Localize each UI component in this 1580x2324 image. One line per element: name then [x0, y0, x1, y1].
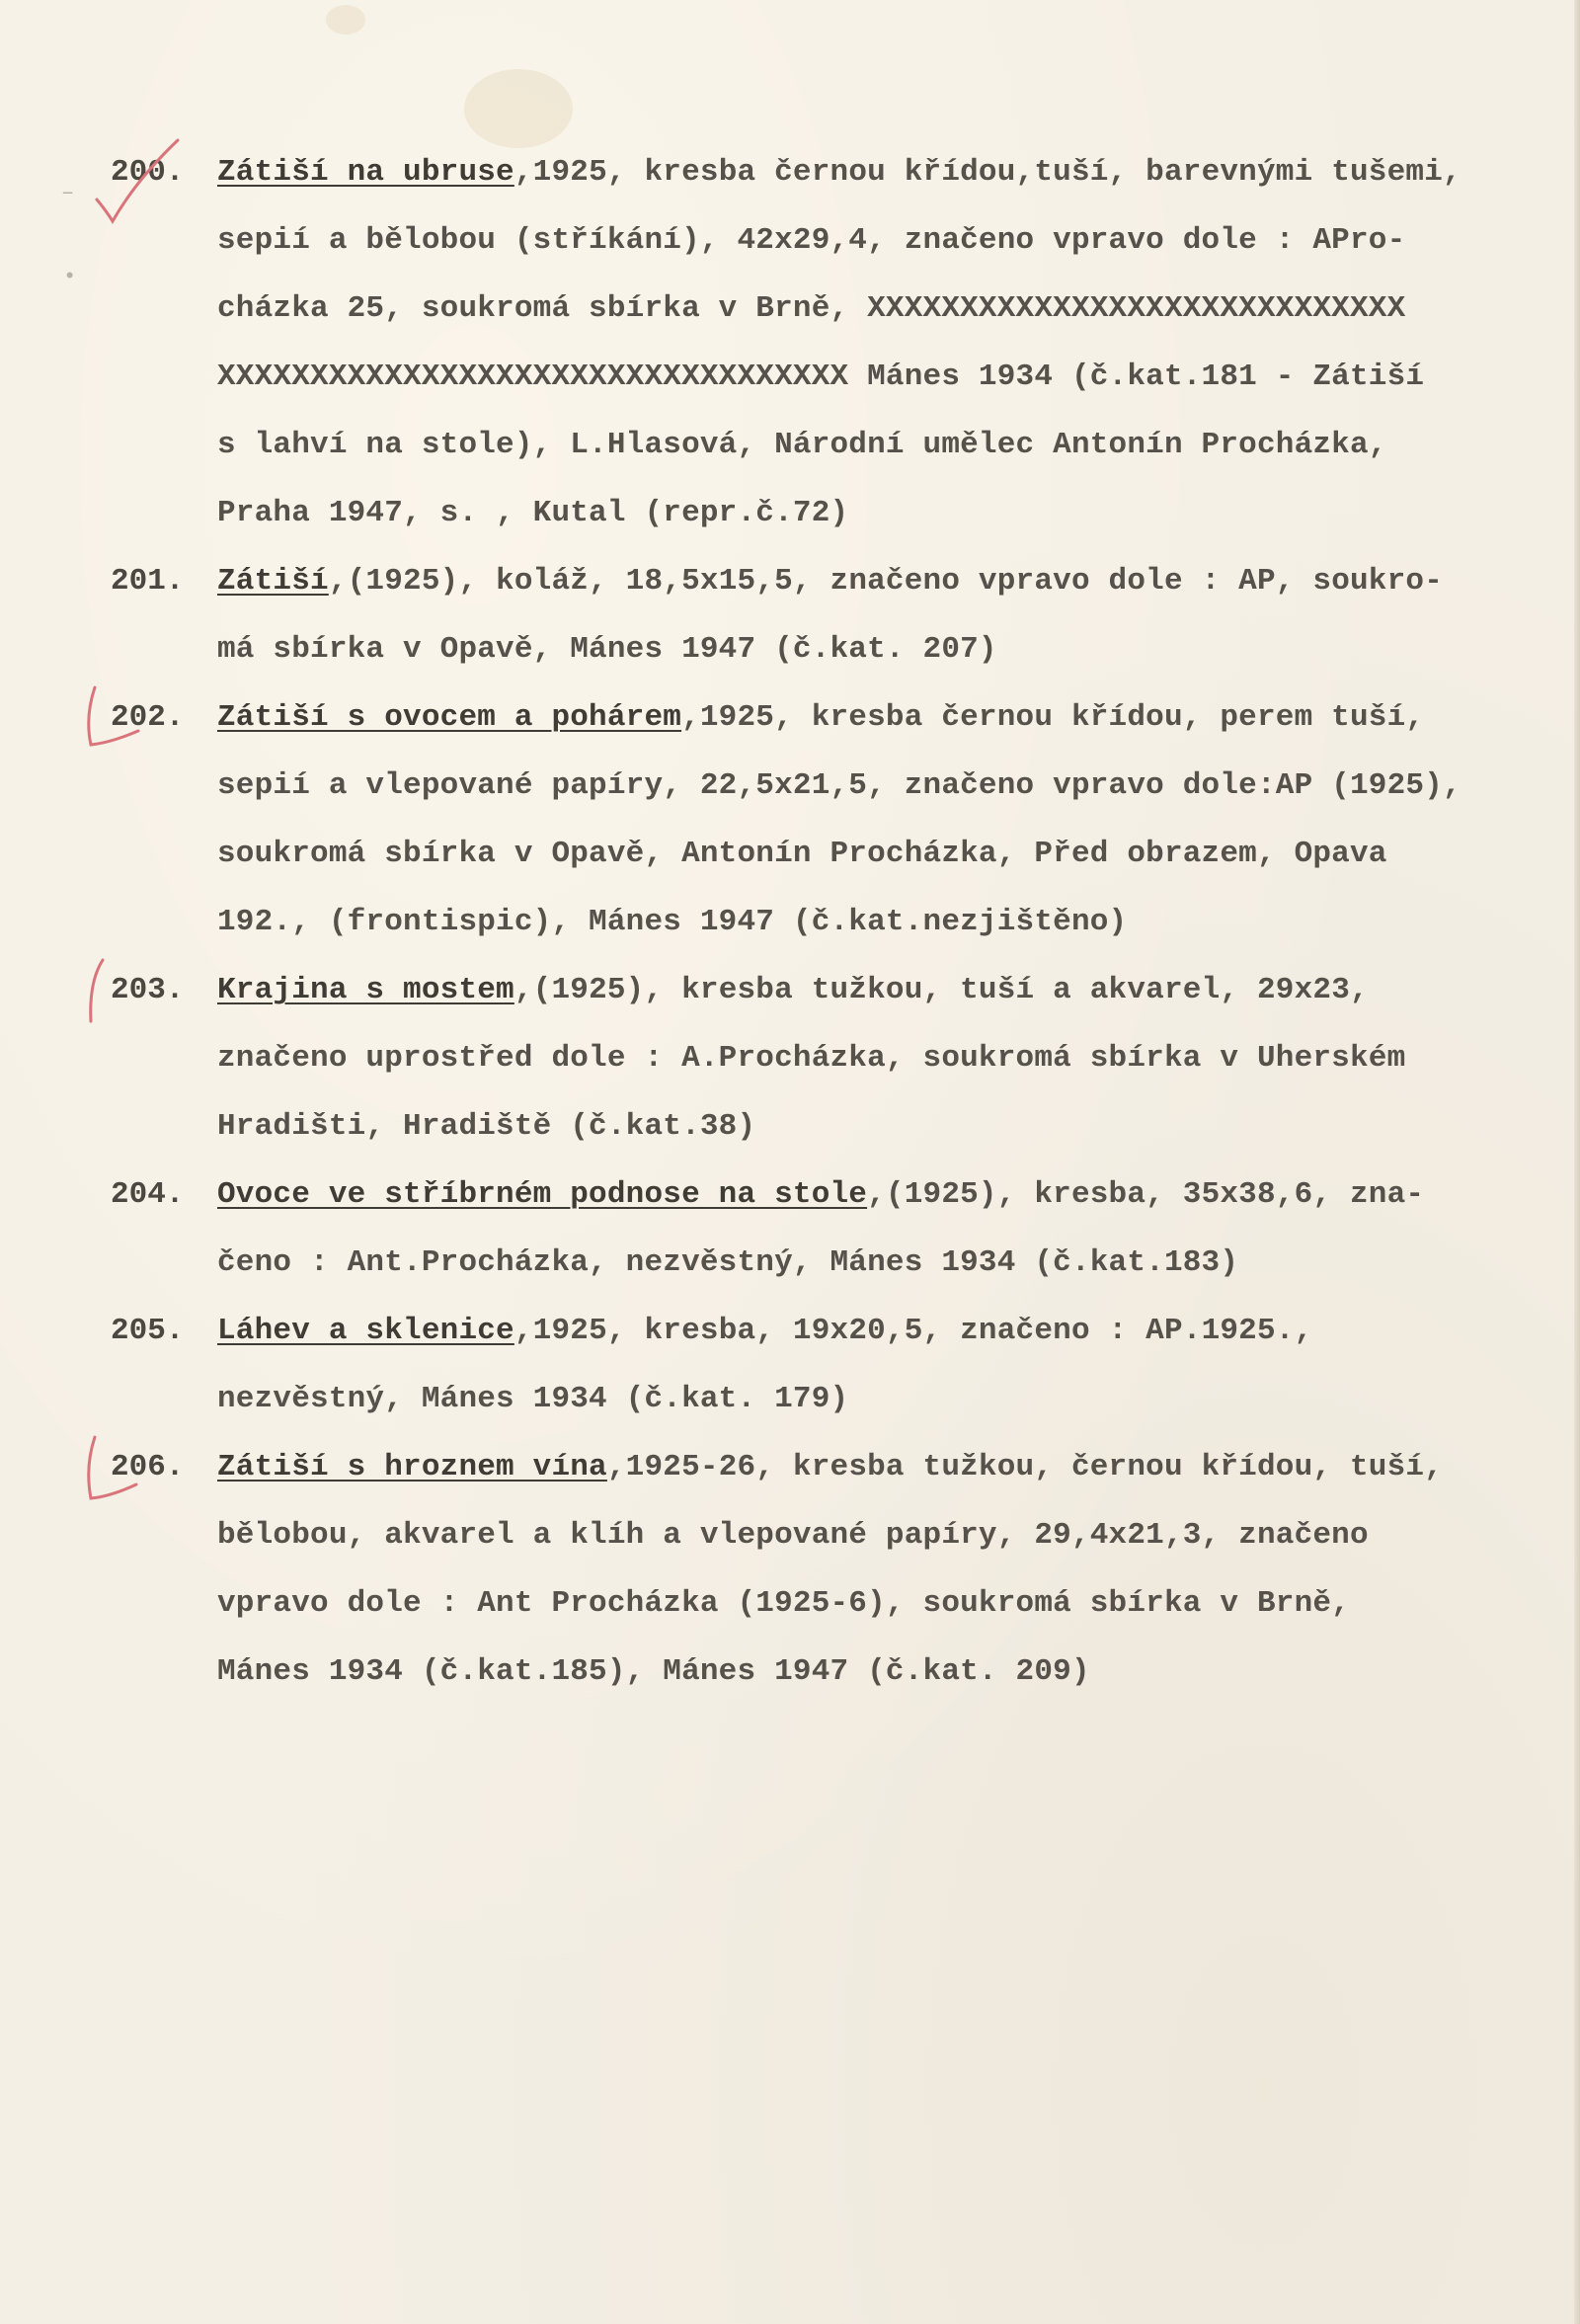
paper-edge [1574, 0, 1580, 2324]
entry-text [217, 683, 1533, 956]
entry-body: ,(1925), kresba tužkou, tuší a akvarel, 29x23, značeno uprostřed dole : A.Procházka, soukromá sbírka v Uherském Hradišti, Hradiště (č.kat.38) [217, 973, 1406, 1144]
paper-stain [326, 5, 365, 35]
entry-number: 204. [111, 1177, 185, 1212]
entry-number: 203. [111, 973, 185, 1007]
entry-number: 201. [111, 564, 185, 599]
margin-mark: – [61, 181, 75, 205]
entry-title: Zátiší na ubruse [217, 155, 514, 190]
catalogue-entry-203 [111, 956, 1533, 1161]
entry-title: Ovoce ve stříbrném podnose na stole [217, 1177, 868, 1212]
entry-number: 202. [111, 700, 185, 735]
entry-title: Zátiší [217, 564, 329, 599]
entry-number: 205. [111, 1314, 185, 1348]
catalogue-entry-205 [111, 1297, 1533, 1433]
entry-text [217, 1297, 1533, 1433]
entry-title: Zátiší s ovocem a pohárem [217, 700, 682, 735]
entry-number: 206. [111, 1450, 185, 1484]
entry-text [217, 1433, 1533, 1706]
entry-body: ,1925-26, kresba tužkou, černou křídou, tuší, bělobou, akvarel a klíh a vlepované papíry, 29,4x21,3, značeno vpravo dole : Ant Procházka (1925-6), soukromá sbírka v Brně, Mánes 1934 (č.kat.185), Mánes 1947 (č.kat. 209) [217, 1450, 1444, 1689]
entry-number: 200. [111, 155, 185, 190]
catalogue-entry-204 [111, 1161, 1533, 1297]
entry-body: ,(1925), kresba, 35x38,6, zna- čeno : Ant.Procházka, nezvěstný, Mánes 1934 (č.kat.183) [217, 1177, 1425, 1280]
paper-stain [464, 69, 573, 148]
entry-body: ,1925, kresba černou křídou,tuší, barevnými tušemi, sepií a bělobou (stříkání), 42x29,4, značeno vpravo dole : APro- cházka 25, soukromá sbírka v Brně, XXXXXXXXXXXXXXXXXXXXXXXXXXXXX XXXXXXXXXXXXXXXXXXXXXXXXXXXXXXXXXX Mánes 1934 (č.kat.181 - Zátiší s lahví na stole), L.Hlasová, Národní umělec Antonín Procházka, Praha 1947, s. , Kutal (repr.č.72) [217, 155, 1462, 530]
entry-text [217, 547, 1533, 683]
entry-body: ,1925, kresba černou křídou, perem tuší, sepií a vlepované papíry, 22,5x21,5, značeno vpravo dole:AP (1925), soukromá sbírka v Opavě, Antonín Procházka, Před obrazem, Opava 192., (frontispic), Mánes 1947 (č.kat.nezjištěno) [217, 700, 1462, 939]
catalogue-entry-206 [111, 1433, 1533, 1706]
entry-title: Zátiší s hroznem vína [217, 1450, 607, 1484]
entry-text [217, 956, 1533, 1161]
catalogue-entries [111, 138, 1533, 1706]
catalogue-entry-200 [111, 138, 1533, 547]
margin-mark: • [63, 265, 77, 289]
catalogue-entry-202 [111, 683, 1533, 956]
entry-title: Krajina s mostem [217, 973, 514, 1007]
entry-text [217, 138, 1533, 547]
entry-title: Láhev a sklenice [217, 1314, 514, 1348]
entry-text [217, 1161, 1533, 1297]
entry-body: ,1925, kresba, 19x20,5, značeno : AP.1925., nezvěstný, Mánes 1934 (č.kat. 179) [217, 1314, 1313, 1416]
catalogue-entry-201 [111, 547, 1533, 683]
entry-body: ,(1925), koláž, 18,5x15,5, značeno vpravo dole : AP, soukro- má sbírka v Opavě, Mánes 1947 (č.kat. 207) [217, 564, 1444, 667]
